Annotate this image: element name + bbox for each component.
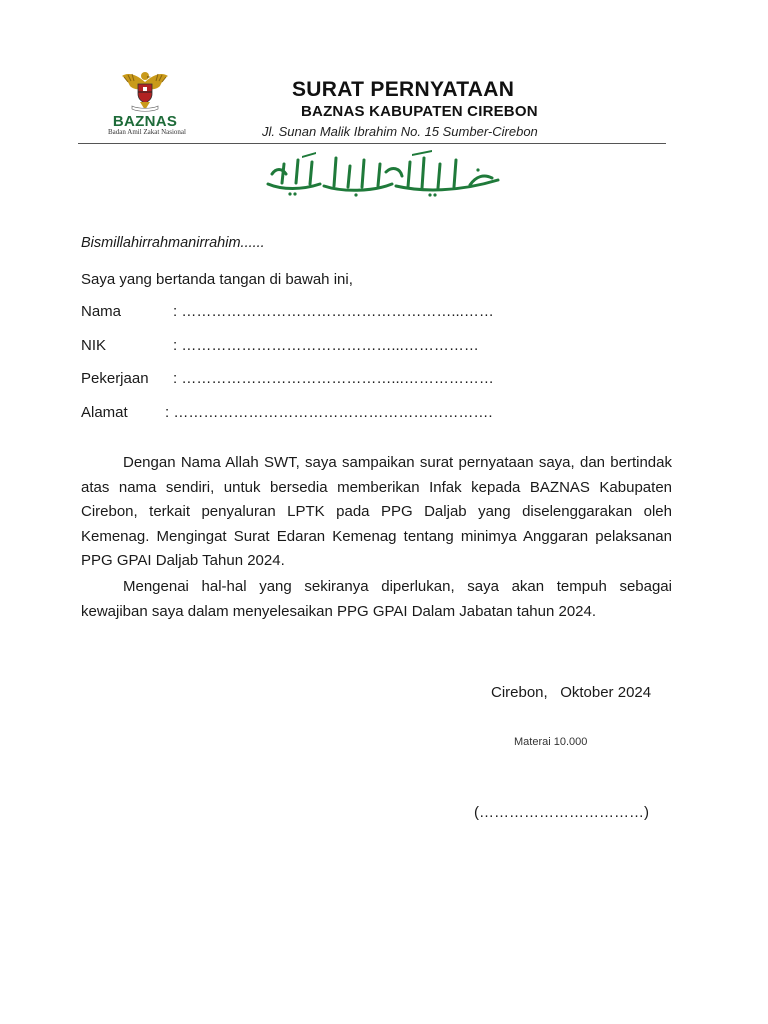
field-alamat (81, 404, 493, 421)
opening-greeting: Bismillahirrahmanirrahim...... (81, 235, 265, 251)
signature-blank: (……………………………) (474, 804, 649, 821)
field-pekerjaan (81, 370, 494, 387)
document-title: SURAT PERNYATAAN (292, 78, 515, 101)
baznas-logo (100, 68, 210, 138)
field-blank: : ………………………………………………………. (165, 404, 493, 421)
place-date: Cirebon, Oktober 2024 (491, 684, 652, 701)
intro-line: Saya yang bertanda tangan di bawah ini, (81, 271, 353, 288)
materai-stamp-note: Materai 10.000 (514, 736, 588, 748)
paragraph-text: Mengenai hal-hal yang sekiranya diperlukan, saya akan tempuh sebagai kewajiban saya dalam menyelesaikan PPG GPAI Dalam Jabatan tahun 2024. (81, 578, 672, 620)
header-divider (78, 143, 666, 144)
field-label: Pekerjaan (81, 370, 149, 387)
organization-name: BAZNAS KABUPATEN CIREBON (301, 103, 538, 120)
field-label: Nama (81, 303, 122, 320)
field-label: NIK (81, 337, 107, 354)
field-nama (81, 303, 494, 320)
garuda-emblem-icon (118, 68, 172, 112)
field-blank: : ………………………………………………...…… (173, 303, 494, 320)
logo-wordmark: BAZNAS (112, 113, 178, 130)
paragraph-text: Dengan Nama Allah SWT, saya sampaikan surat pernyataan saya, dan bertindak atas nama sendiri, untuk bersedia memberikan Infak kepada BAZNAS Kabupaten Cirebon, terkait penyaluran LPTK pada PPG Daljab yang diselenggarakan oleh Kemenag. Mengingat Surat Edaran Kemenag tentang minimya Anggaran pelaksanan PPG GPAI Daljab Tahun 2024. (81, 454, 672, 569)
field-blank: : ……………………………………...…………… (173, 337, 479, 354)
body-paragraph (81, 451, 672, 574)
logo-tagline: Badan Amil Zakat Nasional (108, 128, 186, 136)
field-label: Alamat (81, 404, 128, 421)
field-nik (81, 337, 479, 354)
body-paragraph (81, 575, 672, 624)
basmala-calligraphy-icon (262, 150, 506, 198)
organization-address: Jl. Sunan Malik Ibrahim No. 15 Sumber-Cirebon (262, 124, 538, 139)
field-blank: : ……………………………………...……………… (173, 370, 494, 387)
